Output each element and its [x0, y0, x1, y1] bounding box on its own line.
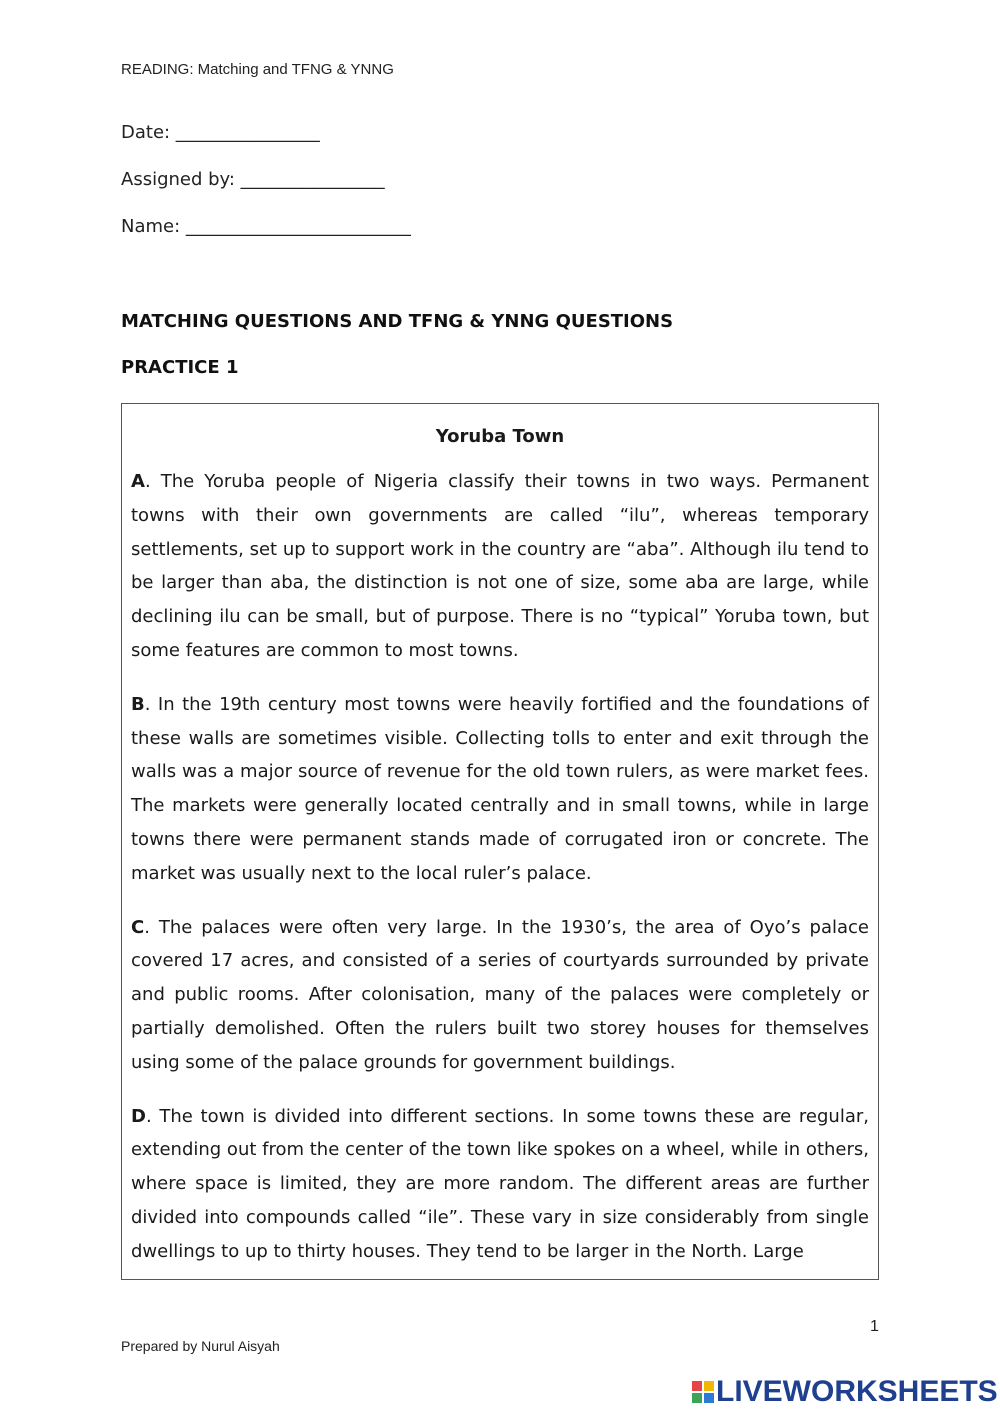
- paragraph-a: [131, 465, 869, 668]
- prepared-by: Prepared by Nurul Aisyah: [121, 1338, 280, 1354]
- date-field[interactable]: Date: ________________: [121, 122, 320, 143]
- page-number: 1: [870, 1318, 879, 1335]
- paragraph-d: [131, 1100, 869, 1269]
- paragraph-letter: B: [131, 693, 145, 715]
- paragraph-text: . The Yoruba people of Nigeria classify their towns in two ways. Permanent towns with their own governments are called “ilu”, whereas temporary settlements, set up to support work in the country are “aba”. Although ilu tend to be larger than aba, the distinction is not one of size, some aba are large, while declining ilu can be small, but of purpose. There is no “typical” Yoruba town, but some features are common to most towns.: [131, 471, 869, 661]
- assigned-by-field[interactable]: Assigned by: ________________: [121, 169, 385, 190]
- document-header: READING: Matching and TFNG & YNNG: [121, 61, 394, 78]
- section-title: MATCHING QUESTIONS AND TFNG & YNNG QUESTIONS: [121, 311, 674, 332]
- paragraph-b: [131, 688, 869, 891]
- brand-name: LIVEWORKSHEETS: [716, 1375, 998, 1408]
- practice-label: PRACTICE 1: [121, 357, 239, 378]
- brand-logo[interactable]: [692, 1375, 998, 1409]
- paragraph-text: . In the 19th century most towns were heavily fortified and the foundations of these walls are sometimes visible. Collecting tolls to enter and exit through the walls was a major source of revenue for the old town rulers, as were market fees. The markets were generally located centrally and in small towns, while in large towns there were permanent stands made of corrugated iron or concrete. The market was usually next to the local ruler’s palace.: [131, 693, 869, 884]
- liveworksheets-logo-icon: [692, 1381, 714, 1403]
- name-field[interactable]: Name: _________________________: [121, 216, 411, 237]
- paragraph-c: [131, 911, 869, 1080]
- paragraph-text: . The palaces were often very large. In the 1930’s, the area of Oyo’s palace covered 17 acres, and consisted of a series of courtyards surrounded by private and public rooms. After colonisation, many of the palaces were completely or partially demolished. Often the rulers built two storey houses for themselves using some of the palace grounds for government buildings.: [131, 916, 869, 1073]
- paragraph-letter: A: [131, 471, 145, 492]
- passage-title: Yoruba Town: [435, 426, 565, 447]
- paragraph-text: . The town is divided into different sections. In some towns these are regular, extending out from the center of the town like spokes on a wheel, while in others, where space is limited, they are more random. The different areas are further divided into compounds called “ile”. These vary in size considerably from single dwellings to up to thirty houses. They tend to be larger in the North. Large: [131, 1105, 869, 1262]
- paragraph-letter: C: [131, 916, 145, 938]
- paragraph-letter: D: [131, 1105, 146, 1127]
- passage-box: [121, 403, 879, 1280]
